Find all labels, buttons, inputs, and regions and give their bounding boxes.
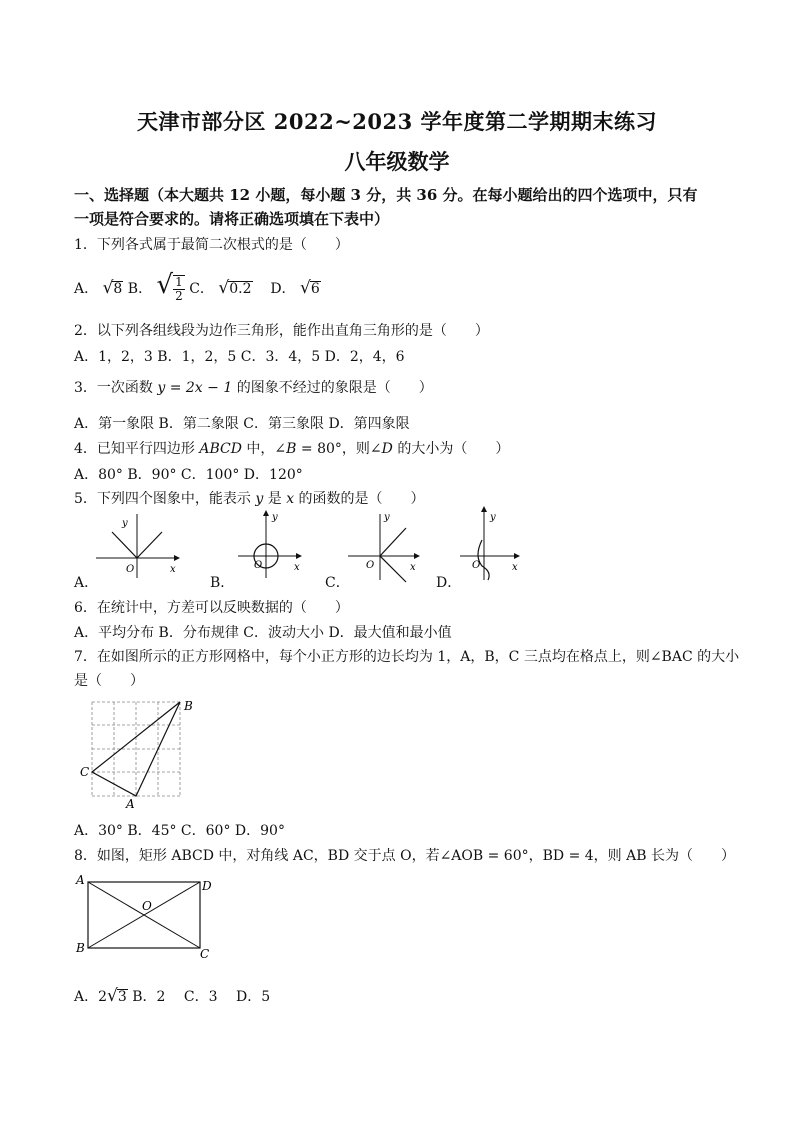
x-arrow-icon	[514, 553, 520, 559]
q1-radicand-d: 6	[310, 281, 320, 297]
sqrt-sign-icon: √	[300, 278, 311, 298]
q1-frac-denominator: 2	[175, 289, 183, 303]
q1-fraction-b	[173, 275, 185, 302]
sqrt-sign-icon: √	[218, 278, 230, 298]
sqrt-sign-icon: √	[102, 278, 114, 298]
page-title: 天津市部分区 2022~2023 学年度第二学期期末练习	[136, 109, 658, 134]
x-arrow-icon	[174, 555, 180, 561]
q3-expression: y = 2x − 1	[157, 380, 233, 396]
q1-label-a: A．	[74, 281, 99, 297]
q8-stem: 8．如图，矩形 ABCD 中，对角线 AC，BD 交于点 O，若∠AOB = 60°，BD = 4，则 AB 长为（ ）	[74, 848, 735, 864]
q3-stem-post: 的图象不经过的象限是（ ）	[232, 380, 433, 396]
q2-stem: 2．以下列各组线段为边作三角形，能作出直角三角形的是（ ）	[74, 323, 489, 339]
q5-stem-post: 的函数的是（ ）	[294, 491, 425, 507]
q4-shape-name: ABCD	[199, 441, 242, 457]
y-arrow-icon	[481, 506, 487, 512]
q2-options: A．1，2，3 B．1，2，5 C．3．4，5 D．2，4，6	[74, 349, 405, 365]
square-grid	[92, 702, 180, 796]
axis-y-label: y	[272, 512, 278, 523]
axis-x-label: x	[294, 562, 300, 573]
x-arrow-icon	[296, 553, 302, 559]
section-heading-line1: 一、选择题（本大题共 12 小题，每小题 3 分，共 36 分。在每小题给出的四个选项中，只有	[74, 186, 698, 204]
point-o-label: O	[142, 899, 152, 913]
q8-radicand: 3	[117, 989, 127, 1005]
q1-frac-numerator: 1	[175, 275, 183, 290]
graph-line	[380, 556, 406, 582]
origin-label: O	[366, 560, 375, 571]
q5-stem	[74, 488, 425, 508]
q8-label-a: A．	[74, 989, 99, 1005]
q5-label-b: B．	[210, 575, 235, 591]
q1-radicand-a: 8	[113, 281, 123, 297]
axis-y-label: y	[490, 512, 496, 523]
axis-x-label: x	[512, 562, 518, 573]
graph-line	[137, 532, 162, 558]
section-heading-line2: 一项是符合要求的。请将正确选项填在下表中）	[74, 210, 390, 228]
axis-y-label: y	[122, 518, 128, 529]
q5-var-x: x	[286, 491, 295, 507]
q8-rectangle-figure	[72, 872, 222, 964]
q4-stem-mid2: ，则∠	[341, 441, 382, 457]
q5-label-a: A．	[74, 575, 99, 591]
point-b-label: B	[76, 941, 85, 955]
q7-stem-line2: 是（ ）	[74, 673, 144, 689]
q4-stem-post: 的大小为（ ）	[392, 441, 510, 457]
q1-stem: 1．下列各式属于最简二次根式的是（ ）	[74, 237, 349, 253]
page-subtitle: 八年级数学	[344, 149, 450, 174]
q7-stem-line1: 7．在如图所示的正方形网格中，每个小正方形的边长均为 1，A，B，C 三点均在格点上，则∠BAC 的大小	[74, 649, 740, 665]
point-d-label: D	[202, 879, 212, 893]
q1-label-d: D．	[270, 281, 296, 297]
axis-x-label: x	[170, 564, 176, 575]
q5-stem-pre: 5．下列四个图象中，能表示	[74, 491, 256, 507]
point-b-label: B	[184, 699, 193, 713]
q3-options: A．第一象限 B．第二象限 C．第三象限 D．第四象限	[74, 416, 410, 432]
q5-graph-a	[92, 510, 182, 582]
origin-label: O	[472, 560, 481, 571]
q4-angle-b: B	[286, 441, 297, 457]
q8-options-rest: B．2 C．3 D．5	[127, 989, 271, 1005]
point-c-label: C	[200, 947, 210, 961]
q5-var-y: y	[255, 491, 264, 507]
q5-graph-d	[458, 506, 524, 584]
q3-stem	[74, 377, 433, 397]
point-c-label: C	[80, 765, 90, 779]
q4-stem-pre: 4．已知平行四边形	[74, 441, 200, 457]
q1-label-b: B．	[127, 281, 153, 297]
origin-label: O	[254, 560, 263, 571]
sqrt-sign-icon: √	[156, 270, 174, 300]
q1-radicand-c: 0.2	[229, 281, 252, 297]
q4-stem	[74, 438, 509, 458]
q6-stem: 6．在统计中，方差可以反映数据的（ ）	[74, 600, 349, 616]
graph-line	[380, 528, 406, 556]
y-arrow-icon	[263, 510, 269, 516]
q7-grid-figure	[76, 696, 200, 812]
q7-options: A．30° B．45° C．60° D．90°	[74, 823, 285, 839]
sqrt-sign-icon: √	[107, 986, 118, 1006]
q5-label-c: C．	[325, 575, 350, 591]
q5-graph-c	[344, 508, 424, 584]
q8-coefficient: 2	[98, 989, 108, 1005]
q4-angle-d: D	[381, 441, 393, 457]
point-a-label: A	[76, 873, 85, 887]
q8-options	[74, 986, 270, 1006]
point-a-label: A	[126, 797, 135, 811]
x-arrow-icon	[414, 553, 420, 559]
q5-stem-mid: 是	[263, 491, 287, 507]
q1-options	[74, 270, 321, 303]
q6-options: A．平均分布 B．分布规律 C．波动大小 D．最大值和最小值	[74, 625, 452, 641]
graph-line	[112, 532, 137, 558]
q5-graph-b	[232, 508, 306, 582]
q4-stem-mid: 中，∠	[241, 441, 287, 457]
q4-options: A．80° B．90° C．100° D．120°	[74, 467, 303, 483]
origin-label: O	[126, 564, 135, 575]
q5-label-d: D．	[436, 575, 462, 591]
axis-y-label: y	[384, 512, 390, 523]
q1-label-c: C．	[189, 281, 214, 297]
q3-stem-pre: 3．一次函数	[74, 380, 158, 396]
q4-angle-value: = 80°	[296, 441, 342, 457]
axis-x-label: x	[410, 562, 416, 573]
